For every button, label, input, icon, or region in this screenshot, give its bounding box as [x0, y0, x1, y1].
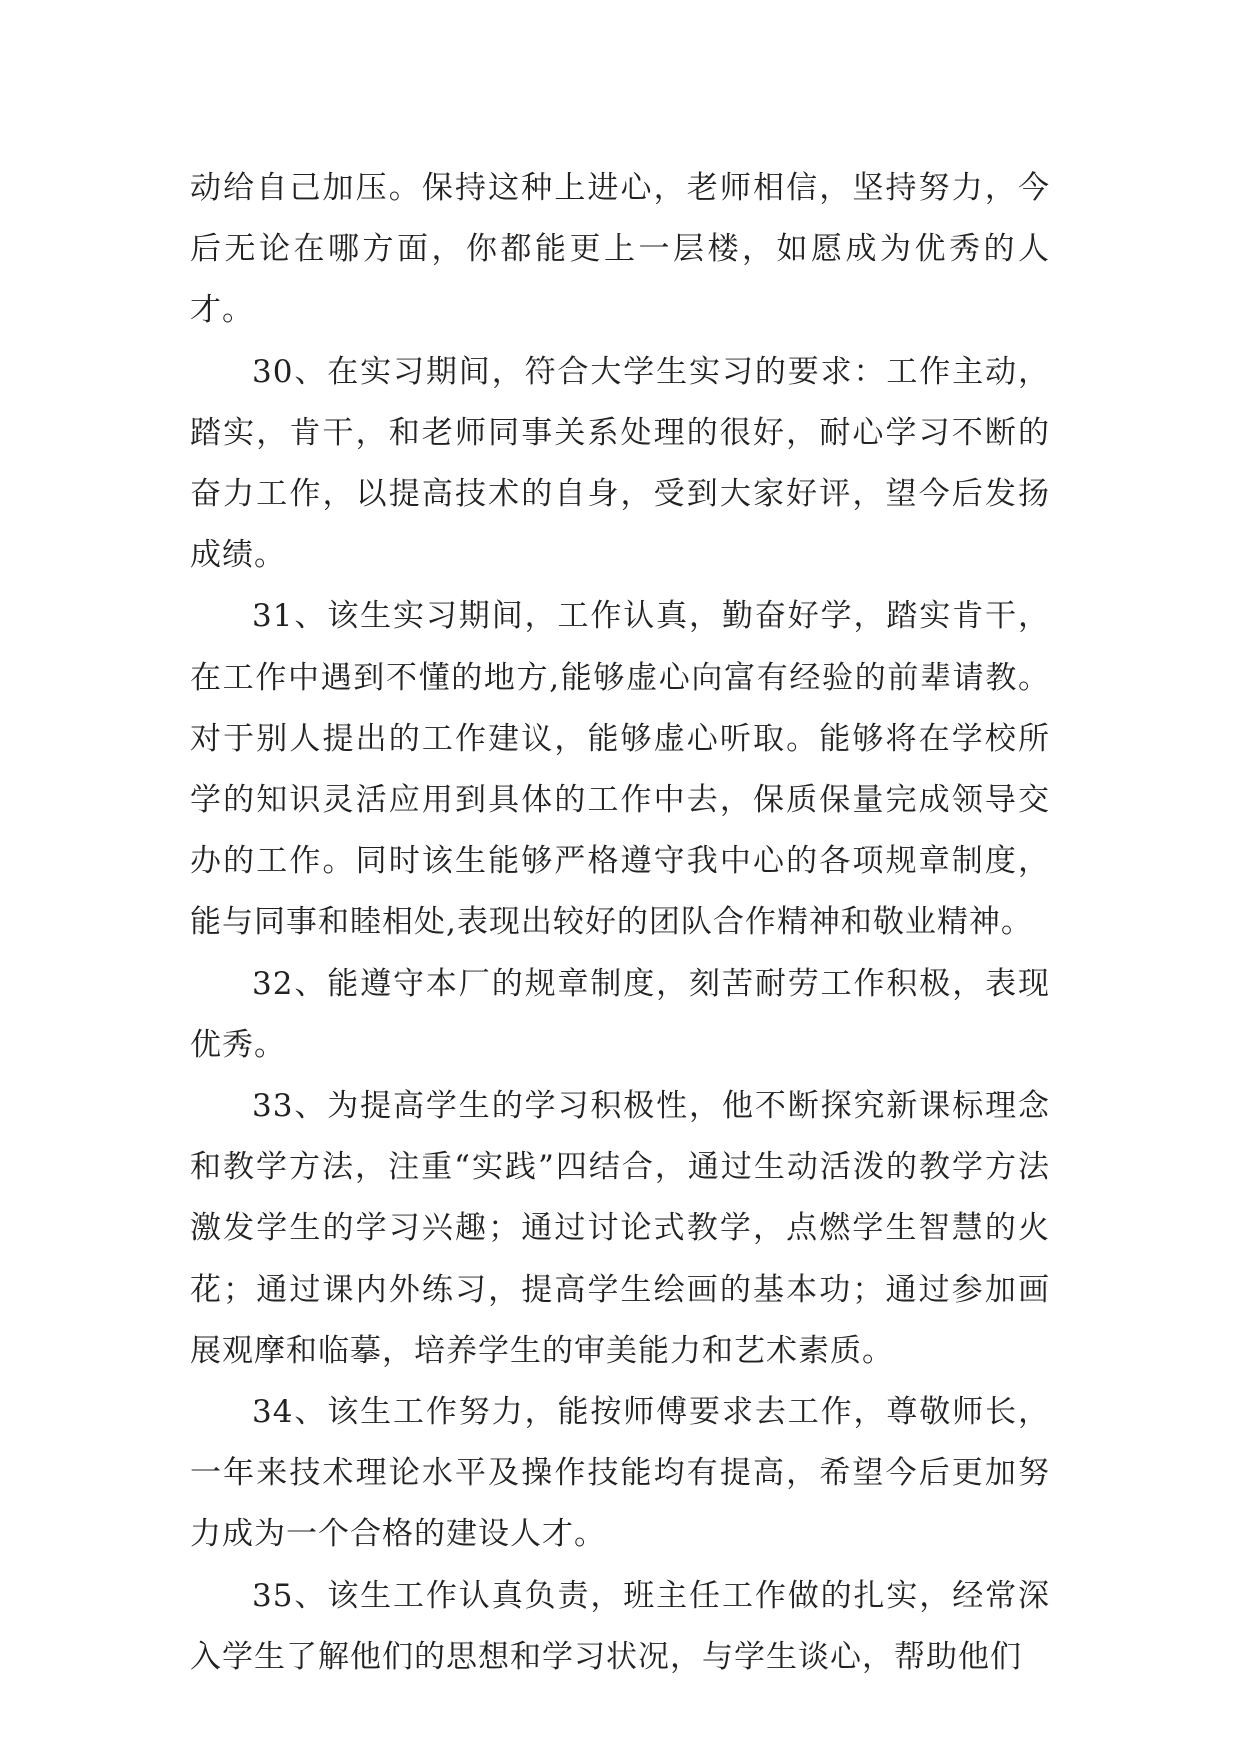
paragraph-34: 34、该生工作努力，能按师傅要求去工作，尊敬师长，一年来技术理论水平及操作技能均有提高，希望今后更加努力成为一个合格的建设人才。	[190, 1394, 1050, 1553]
paragraph-30: 30、在实习期间，符合大学生实习的要求：工作主动，踏实，肯干，和老师同事关系处理的很好，耐心学习不断的奋力工作，以提高技术的自身，受到大家好评，望今后发扬成绩。	[190, 353, 1050, 574]
paragraph-33: 33、为提高学生的学习积极性，他不断探究新课标理念和教学方法，注重“实践”四结合，通过生动活泼的教学方法激发学生的学习兴趣；通过讨论式教学，点燃学生智慧的火花；通过课内外练习，提高学生绘画的基本功；通过参加画展观摩和临摹，培养学生的审美能力和艺术素质。	[190, 1088, 1050, 1369]
paragraph-31: 31、该生实习期间，工作认真，勤奋好学，踏实肯干，在工作中遇到不懂的地方,能够虚心向富有经验的前辈请教。对于别人提出的工作建议，能够虚心听取。能够将在学校所学的知识灵活应用到具体的工作中去，保质保量完成领导交办的工作。同时该生能够严格遵守我中心的各项规章制度，能与同事和睦相处,表现出较好的团队合作精神和敬业精神。	[190, 598, 1050, 941]
document-body	[190, 158, 1050, 1688]
paragraph-32: 32、能遵守本厂的规章制度，刻苦耐劳工作积极，表现优秀。	[190, 965, 1050, 1063]
paragraph-continuation: 动给自己加压。保持这种上进心，老师相信，坚持努力，今后无论在哪方面，你都能更上一层楼，如愿成为优秀的人才。	[190, 170, 1050, 329]
paragraph-35: 35、该生工作认真负责，班主任工作做的扎实，经常深入学生了解他们的思想和学习状况，与学生谈心，帮助他们	[190, 1577, 1050, 1675]
